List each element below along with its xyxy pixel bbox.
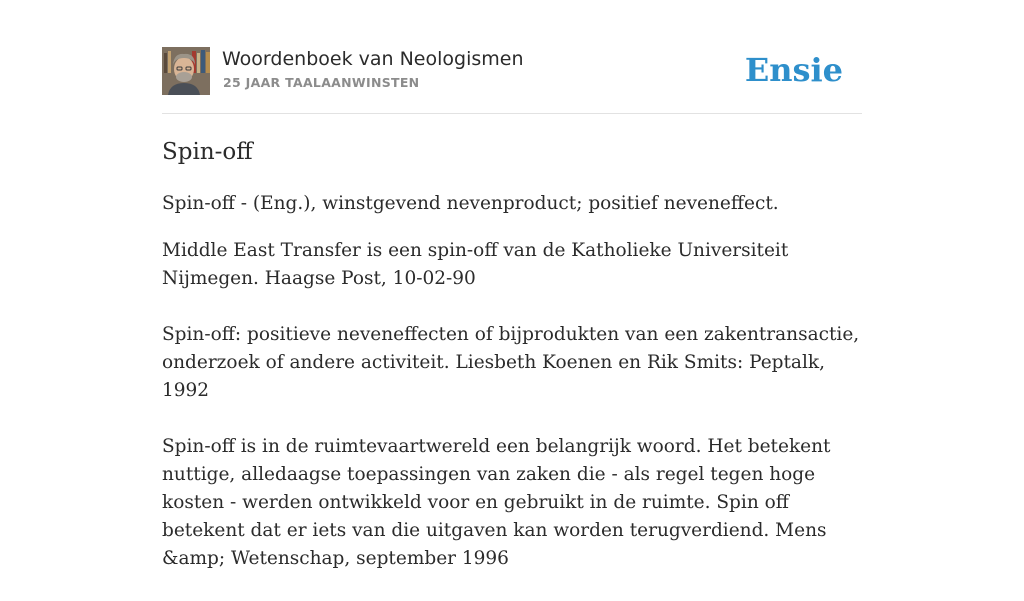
ensie-logo-link[interactable]: Ensie [744,51,843,89]
entry-definition: Spin-off - (Eng.), winstgevend nevenproduct; positief neveneffect. [162,193,779,214]
site-header [162,46,862,96]
avatar-portrait-icon [162,47,210,95]
header-divider [162,113,862,114]
site-title[interactable]: Woordenboek van Neologismen [222,48,524,70]
entry-quote-2: Spin-off: positieve neveneffecten of bijprodukten van een zakentransactie, onderzoek of andere activiteit. Liesbeth Koenen en Rik Smits: Peptalk, 1992 [162,324,860,401]
entry-content [162,136,862,601]
author-avatar[interactable] [162,47,210,95]
site-subtitle: 25 JAAR TAALAANWINSTEN [223,75,420,90]
page [162,0,862,569]
entry-quote-1: Middle East Transfer is een spin-off van de Katholieke Universiteit Nijmegen. Haagse Post, 10-02-90 [162,240,789,289]
entry-quote-3: Spin-off is in de ruimtevaartwereld een belangrijk woord. Het betekent nuttige, alledaagse toepassingen van zaken die - als regel tegen hoge kosten - werden ontwikkeld voor en gebruikt in de ruimte. Spin off betekent dat er iets van die uitgaven kan worden terugverdiend. Mens &amp; Wetenschap, september 1996 [162,436,831,569]
entry-title: Spin-off [162,139,253,165]
